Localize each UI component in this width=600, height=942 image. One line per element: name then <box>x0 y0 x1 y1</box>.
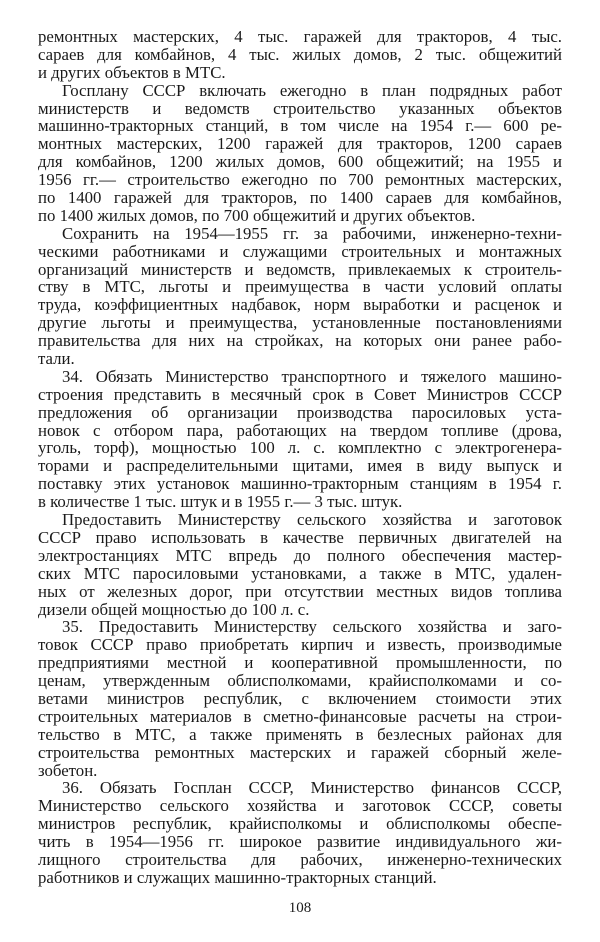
text-line: ценам, утвержденным облисполкомами, крайисполкомами и со- <box>38 671 562 691</box>
text-line: тельство в МТС, а также применять в безлесных районах для <box>38 724 562 744</box>
text-line: новок с отбором пара, работающих на твердом топливе (дрова, <box>38 420 562 440</box>
text-line: сараев для комбайнов, 4 тыс. жилых домов, 2 тыс. общежитий <box>38 44 562 64</box>
text-line: зобетон. <box>38 760 98 780</box>
paragraph <box>38 82 562 225</box>
text-line: товок СССР право приобретать кирпич и известь, производимые <box>38 635 562 655</box>
text-line: ремонтных мастерских, 4 тыс. гаражей для тракторов, 4 тыс. <box>38 27 562 46</box>
text-line: строительства ремонтных мастерских и гаражей сборный желе- <box>38 742 562 762</box>
paragraph <box>38 618 562 779</box>
text-line: ческими работниками и служащими строительных и монтажных <box>38 241 562 261</box>
text-line: строительных материалов в сметно-финансовые расчеты на строи- <box>38 706 562 726</box>
text-line: Сохранить на 1954—1955 гг. за рабочими, инженерно-техни- <box>62 223 562 243</box>
text-line: машинно-тракторных станций, в том числе на 1954 г.— 600 ре- <box>38 116 562 136</box>
text-line: СССР право использовать в качестве первичных двигателей на <box>38 527 562 547</box>
text-line: министров республик, крайисполкомы и облисполкомы обеспе- <box>38 814 562 834</box>
paragraph <box>38 225 562 368</box>
text-line: ских МТС паросиловыми установками, а также в МТС, удален- <box>38 563 562 583</box>
text-line: труда, коэффициентных надбавок, норм выработки и расценок и <box>38 295 562 315</box>
paragraph <box>38 28 562 82</box>
text-line: Предоставить Министерству сельского хозяйства и заготовок <box>62 510 562 530</box>
text-line: лищного строительства для рабочих, инженерно-технических <box>38 849 562 869</box>
text-line: другие льготы и преимущества, установленные постановлениями <box>38 313 562 333</box>
text-line: предприятиями местной и кооперативной промышленности, по <box>38 653 562 673</box>
text-line: организаций министерств и ведомств, привлекаемых к строитель- <box>38 259 562 279</box>
text-line: 34. Обязать Министерство транспортного и тяжелого машино- <box>62 366 562 386</box>
text-line: Министерство сельского хозяйства и заготовок СССР, советы <box>38 796 562 816</box>
text-line: монтных мастерских, 1200 гаражей для тракторов, 1200 сараев <box>38 134 562 154</box>
text-line: торами и распределительными щитами, имея в виду выпуск и <box>38 456 562 476</box>
text-line: министерств и ведомств строительство указанных объектов <box>38 98 562 118</box>
paragraph <box>38 368 562 511</box>
text-line: поставку этих установок машинно-тракторным станциям в 1954 г. <box>38 474 562 494</box>
page-number: 108 <box>288 900 312 916</box>
text-line: тали. <box>38 349 75 369</box>
text-line: по 1400 гаражей для тракторов, по 1400 сараев для комбайнов, <box>38 188 562 208</box>
text-line: 1956 гг.— строительство ежегодно по 700 ремонтных мастерских, <box>38 170 562 190</box>
text-line: 35. Предоставить Министерству сельского хозяйства и заго- <box>62 617 562 637</box>
paragraph <box>38 779 562 886</box>
text-line: дизели общей мощностью до 100 л. с. <box>38 599 310 619</box>
text-line: строения представить в месячный срок в Совет Министров СССР <box>38 384 562 404</box>
text-line: чить в 1954—1956 гг. широкое развитие индивидуального жи- <box>38 832 562 852</box>
text-line: Госплану СССР включать ежегодно в план подрядных работ <box>62 80 562 100</box>
text-line: по 1400 жилых домов, по 700 общежитий и других объектов. <box>38 205 476 225</box>
text-line: правительства для них на стройках, на которых они ранее рабо- <box>38 331 562 351</box>
text-line: и других объектов в МТС. <box>38 62 226 82</box>
text-line: 36. Обязать Госплан СССР, Министерство финансов СССР, <box>62 778 562 798</box>
text-line: предложения об организации производства паросиловых уста- <box>38 402 562 422</box>
paragraph <box>38 511 562 618</box>
text-line: ству в МТС, льготы и преимущества в части условий оплаты <box>38 277 562 297</box>
text-line: в количестве 1 тыс. штук и в 1955 г.— 3 тыс. штук. <box>38 492 403 512</box>
text-line: ветами министров республик, с включением стоимости этих <box>38 688 562 708</box>
text-line: электростанциях МТС впредь до полного обеспечения мастер- <box>38 545 562 565</box>
text-line: уголь, торф), мощностью 100 л. с. комплектно с электрогенера- <box>38 438 562 458</box>
document-body <box>38 28 562 887</box>
text-line: для комбайнов, 1200 жилых домов, 600 общежитий; на 1955 и <box>38 152 562 172</box>
text-line: работников и служащих машинно-тракторных станций. <box>38 867 437 887</box>
text-line: ных от железных дорог, при отсутствии местных видов топлива <box>38 581 562 601</box>
